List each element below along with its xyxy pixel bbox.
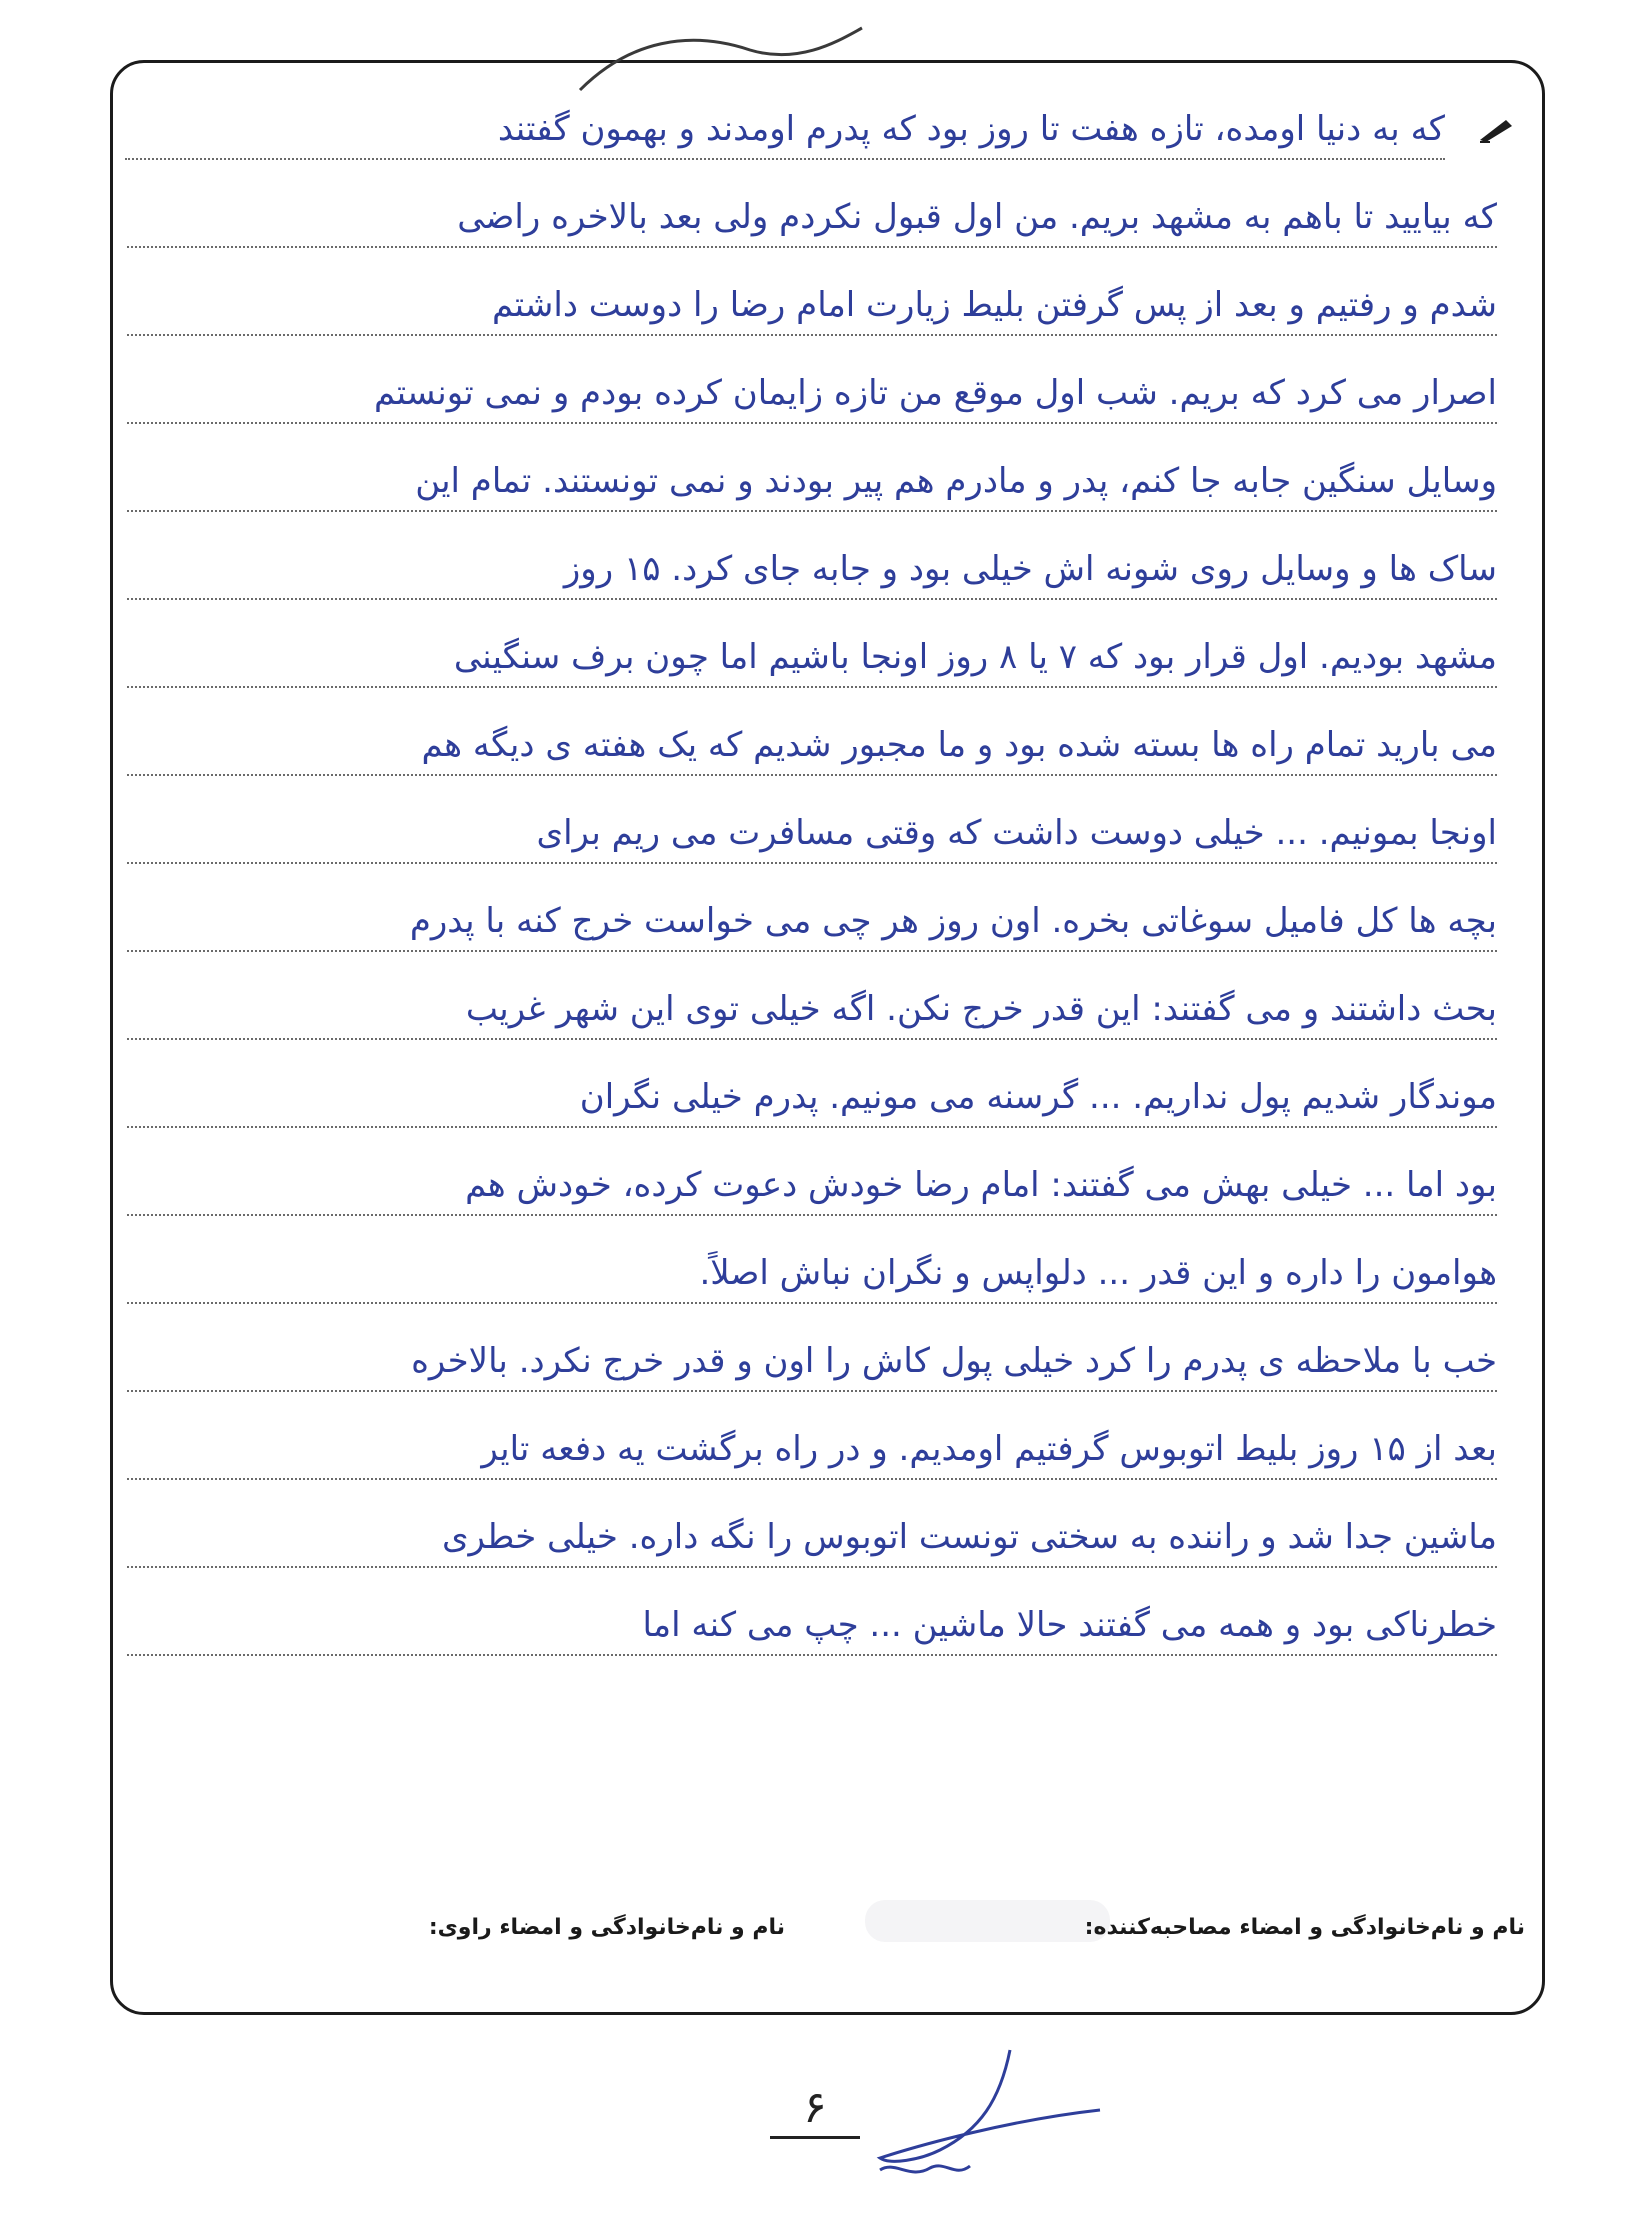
- text-line: اصرار می کرد که بریم. شب اول موقع من تازه زایمان کرده بودم و نمی تونستم: [127, 364, 1497, 424]
- text-line: بعد از ۱۵ روز بلیط اتوبوس گرفتیم اومدیم. و در راه برگشت یه دفعه تایر: [127, 1420, 1497, 1480]
- interviewer-signature-label: نام و نام‌خانوادگی و امضاء مصاحبه‌کننده:: [1084, 1915, 1525, 1940]
- text-line: بود اما ... خیلی بهش می گفتند: امام رضا خودش دعوت کرده، خودش هم: [127, 1156, 1497, 1216]
- text-line: بچه ها کل فامیل سوغاتی بخره. اون روز هر چی می خواست خرج کنه با پدرم: [127, 892, 1497, 952]
- erased-area: [865, 1900, 1110, 1942]
- text-line: که به دنیا اومده، تازه هفت تا روز بود که پدرم اومدند و بهمون گفتند: [125, 100, 1445, 160]
- text-line: موندگار شدیم پول نداریم. ... گرسنه می مونیم. پدرم خیلی نگران: [127, 1068, 1497, 1128]
- text-line: خب با ملاحظه ی پدرم را کرد خیلی پول کاش را اون و قدر خرج نکرد. بالاخره: [127, 1332, 1497, 1392]
- signature-mark: [860, 2040, 1120, 2190]
- text-line: ماشین جدا شد و راننده به سختی تونست اتوبوس را نگه داره. خیلی خطری: [127, 1508, 1497, 1568]
- top-scribble: [570, 20, 870, 110]
- text-line: می بارید تمام راه ها بسته شده بود و ما مجبور شدیم که یک هفته ی دیگه هم: [127, 716, 1497, 776]
- text-line: خطرناکی بود و همه می گفتند حالا ماشین ... چپ می کنه اما: [127, 1596, 1497, 1656]
- text-line: بحث داشتند و می گفتند: این قدر خرج نکن. اگه خیلی توی این شهر غریب: [127, 980, 1497, 1040]
- text-line: وسایل سنگین جابه جا کنم، پدر و مادرم هم پیر بودند و نمی تونستند. تمام این: [127, 452, 1497, 512]
- text-line: ساک ها و وسایل روی شونه اش خیلی بود و جابه جای کرد. ۱۵ روز: [127, 540, 1497, 600]
- text-line: هوامون را داره و این قدر ... دلواپس و نگران نباش اصلاً.: [127, 1244, 1497, 1304]
- narrator-signature-label: نام و نام‌خانوادگی و امضاء راوی:: [428, 1915, 785, 1940]
- text-line: شدم و رفتیم و بعد از پس گرفتن بلیط زیارت امام رضا را دوست داشتم: [127, 276, 1497, 336]
- pen-icon: [1478, 116, 1514, 144]
- text-line: اونجا بمونیم. ... خیلی دوست داشت که وقتی مسافرت می ریم برای: [127, 804, 1497, 864]
- text-line: مشهد بودیم. اول قرار بود که ۷ یا ۸ روز اونجا باشیم اما چون برف سنگینی: [127, 628, 1497, 688]
- page-number: ۶: [770, 2080, 860, 2139]
- text-line: که بیایید تا باهم به مشهد بریم. من اول قبول نکردم ولی بعد بالاخره راضی: [127, 188, 1497, 248]
